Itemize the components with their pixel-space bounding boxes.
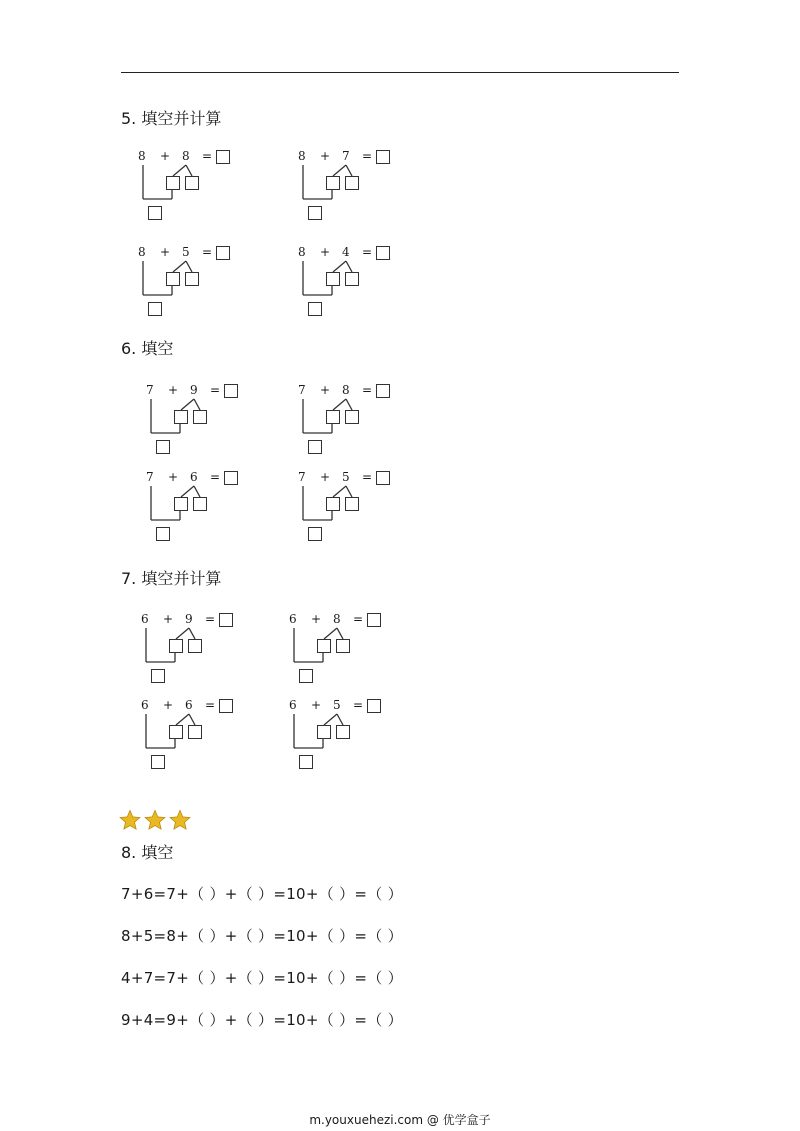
connector-line [181,399,194,410]
equals-sign: = [210,383,221,397]
connector-line [194,486,200,497]
connector-line [186,261,192,272]
addend-a: 7 [298,383,306,397]
split-problem [144,383,274,463]
addend-b: 8 [182,149,190,163]
connector-line [333,486,346,497]
addend-b: 9 [190,383,198,397]
addend-b: 9 [185,612,193,626]
split-problem [136,149,266,229]
connector-line [333,165,346,176]
connector-line [173,261,186,272]
connector-lines [136,149,266,229]
connector-line [337,714,343,725]
connector-line [176,714,189,725]
split-problem [296,470,426,550]
connector-line [181,486,194,497]
addend-a: 7 [146,470,154,484]
section-8-heading: 8. 填空 [121,843,174,862]
connector-lines [139,698,269,778]
split-problem [144,470,274,550]
equation-line: 7+6=7+（ ）+（ ）=10+（ ）=（ ） [121,885,403,903]
connector-line [333,261,346,272]
connector-lines [296,149,426,229]
addend-b: 8 [342,383,350,397]
connector-lines [144,470,274,550]
equals-sign: = [202,245,213,259]
header-rule [121,72,679,73]
connector-line [194,399,200,410]
equation-line: 8+5=8+（ ）+（ ）=10+（ ）=（ ） [121,927,403,945]
equals-sign: = [353,698,364,712]
addend-a: 7 [146,383,154,397]
equals-sign: = [210,470,221,484]
split-problem [139,698,269,778]
section-6-heading: 6. 填空 [121,339,174,358]
split-problem [296,149,426,229]
addend-a: 6 [289,698,297,712]
section-5-heading: 5. 填空并计算 [121,109,222,128]
addend-a: 6 [289,612,297,626]
equals-sign: = [205,612,216,626]
addend-a: 8 [298,245,306,259]
equation-line: 4+7=7+（ ）+（ ）=10+（ ）=（ ） [121,969,403,987]
plus-sign: + [168,383,179,397]
connector-line [346,261,352,272]
split-problem [136,245,266,325]
star-icon [119,809,141,831]
connector-line [189,628,195,639]
connector-line [346,165,352,176]
addend-b: 6 [190,470,198,484]
plus-sign: + [163,698,174,712]
plus-sign: + [168,470,179,484]
difficulty-stars [119,809,194,833]
connector-lines [296,245,426,325]
split-problem [139,612,269,692]
connector-lines [287,698,417,778]
plus-sign: + [320,245,331,259]
addend-a: 8 [138,245,146,259]
connector-line [346,399,352,410]
split-problem [296,383,426,463]
connector-line [346,486,352,497]
addend-a: 8 [298,149,306,163]
equals-sign: = [362,470,373,484]
equals-sign: = [362,383,373,397]
star-icon [169,809,191,831]
connector-line [173,165,186,176]
plus-sign: + [160,245,171,259]
addend-a: 7 [298,470,306,484]
equals-sign: = [202,149,213,163]
equation-line: 9+4=9+（ ）+（ ）=10+（ ）=（ ） [121,1011,403,1029]
addend-b: 4 [342,245,350,259]
equals-sign: = [362,245,373,259]
plus-sign: + [320,470,331,484]
addend-b: 5 [182,245,190,259]
connector-line [186,165,192,176]
plus-sign: + [320,149,331,163]
addend-b: 5 [342,470,350,484]
equals-sign: = [362,149,373,163]
connector-lines [296,470,426,550]
connector-lines [296,383,426,463]
connector-line [189,714,195,725]
connector-line [337,628,343,639]
split-problem [287,698,417,778]
footer-credit: m.youxuehezi.com @ 优学盒子 [309,1113,491,1127]
addend-a: 8 [138,149,146,163]
connector-line [333,399,346,410]
section-7-heading: 7. 填空并计算 [121,569,222,588]
addend-a: 6 [141,612,149,626]
addend-b: 7 [342,149,350,163]
addend-a: 6 [141,698,149,712]
addend-b: 8 [333,612,341,626]
connector-lines [136,245,266,325]
split-problem [296,245,426,325]
connector-lines [144,383,274,463]
addend-b: 6 [185,698,193,712]
split-problem [287,612,417,692]
connector-lines [139,612,269,692]
equals-sign: = [353,612,364,626]
connector-line [176,628,189,639]
connector-lines [287,612,417,692]
connector-line [324,714,337,725]
plus-sign: + [160,149,171,163]
plus-sign: + [311,698,322,712]
star-icon [144,809,166,831]
plus-sign: + [320,383,331,397]
equals-sign: = [205,698,216,712]
addend-b: 5 [333,698,341,712]
connector-line [324,628,337,639]
plus-sign: + [163,612,174,626]
plus-sign: + [311,612,322,626]
